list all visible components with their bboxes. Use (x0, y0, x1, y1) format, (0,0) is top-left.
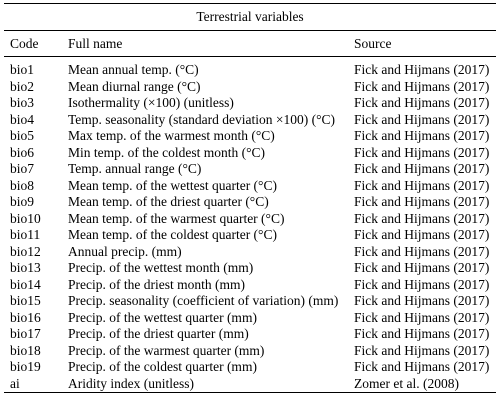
cell-code: bio10 (10, 210, 41, 226)
cell-source: Fick and Hijmans (2017) (354, 161, 490, 176)
cell-full-name: Isothermality (×100) (unitless) (68, 95, 234, 110)
cell-code: bio4 (10, 111, 35, 127)
cell-source: Fick and Hijmans (2017) (354, 359, 490, 374)
cell-code: bio15 (10, 293, 41, 308)
table-row (0, 144, 500, 161)
cell-full-name: Aridity index (unitless) (68, 375, 194, 391)
cell-source: Zomer et al. (2008) (354, 375, 459, 391)
cell-source: Fick and Hijmans (2017) (354, 111, 490, 127)
cell-source: Fick and Hijmans (2017) (354, 194, 490, 209)
table-row (0, 193, 500, 210)
cell-code: bio7 (10, 161, 35, 176)
cell-source: Fick and Hijmans (2017) (354, 144, 490, 160)
cell-code: bio1 (10, 62, 35, 77)
table-row (0, 226, 500, 243)
cell-full-name: Mean diurnal range (°C) (68, 78, 201, 94)
table-title: Terrestrial variables (196, 9, 304, 24)
header-source: Source (354, 36, 392, 51)
table-row (0, 276, 500, 293)
cell-full-name: Mean temp. of the coldest quarter (°C) (68, 227, 277, 242)
cell-source: Fick and Hijmans (2017) (354, 326, 490, 341)
cell-source: Fick and Hijmans (2017) (354, 78, 490, 94)
cell-code: bio14 (10, 276, 41, 292)
cell-full-name: Precip. of the coldest quarter (mm) (68, 359, 257, 374)
cell-source: Fick and Hijmans (2017) (354, 309, 490, 325)
table-row (0, 78, 500, 95)
cell-code: ai (10, 375, 20, 391)
cell-full-name: Min temp. of the coldest month (°C) (68, 144, 265, 160)
cell-source: Fick and Hijmans (2017) (354, 260, 490, 275)
cell-code: bio18 (10, 342, 41, 358)
table-row (0, 127, 500, 144)
table-row (0, 325, 500, 342)
cell-full-name: Precip. of the warmest quarter (mm) (68, 342, 265, 358)
table-row (0, 292, 500, 309)
cell-source: Fick and Hijmans (2017) (354, 62, 490, 77)
cell-code: bio16 (10, 309, 41, 325)
cell-source: Fick and Hijmans (2017) (354, 276, 490, 292)
cell-full-name: Mean temp. of the warmest quarter (°C) (68, 210, 285, 226)
cell-full-name: Temp. seasonality (standard deviation ×100) (°C) (68, 111, 336, 127)
table-row (0, 342, 500, 359)
cell-full-name: Mean temp. of the wettest quarter (°C) (68, 177, 277, 193)
cell-code: bio2 (10, 78, 35, 94)
cell-code: bio3 (10, 95, 35, 110)
bottom-rule (4, 392, 496, 393)
header-full-name: Full name (68, 36, 123, 51)
cell-full-name: Mean annual temp. (°C) (68, 62, 199, 77)
cell-code: bio12 (10, 243, 41, 259)
cell-full-name: Temp. annual range (°C) (68, 161, 202, 176)
cell-code: bio6 (10, 144, 35, 160)
cell-code: bio13 (10, 260, 41, 275)
table-row (0, 111, 500, 128)
cell-code: bio5 (10, 128, 35, 143)
cell-source: Fick and Hijmans (2017) (354, 95, 490, 110)
cell-full-name: Mean temp. of the driest quarter (°C) (68, 194, 269, 209)
table-row (0, 210, 500, 227)
table-row (0, 243, 500, 260)
table-row (0, 358, 500, 375)
table-row (0, 94, 500, 111)
cell-code: bio11 (10, 227, 41, 242)
cell-full-name: Max temp. of the warmest month (°C) (68, 128, 275, 143)
table-row (0, 177, 500, 194)
cell-source: Fick and Hijmans (2017) (354, 293, 490, 308)
cell-full-name: Annual precip. (mm) (68, 243, 182, 259)
header-code: Code (10, 36, 39, 51)
table-row (0, 309, 500, 326)
cell-code: bio9 (10, 194, 35, 209)
cell-full-name: Precip. of the driest month (mm) (68, 276, 245, 292)
cell-source: Fick and Hijmans (2017) (354, 342, 490, 358)
cell-full-name: Precip. of the wettest quarter (mm) (68, 309, 257, 325)
cell-full-name: Precip. of the wettest month (mm) (68, 260, 254, 275)
cell-source: Fick and Hijmans (2017) (354, 243, 490, 259)
table-row (0, 259, 500, 276)
cell-code: bio8 (10, 177, 35, 193)
cell-code: bio19 (10, 359, 41, 374)
table-row (0, 61, 500, 78)
cell-code: bio17 (10, 326, 41, 341)
cell-source: Fick and Hijmans (2017) (354, 227, 490, 242)
table-row (0, 375, 500, 392)
cell-full-name: Precip. of the driest quarter (mm) (68, 326, 249, 341)
cell-source: Fick and Hijmans (2017) (354, 128, 490, 143)
cell-full-name: Precip. seasonality (coefficient of variation) (mm) (68, 293, 339, 308)
cell-source: Fick and Hijmans (2017) (354, 177, 490, 193)
cell-source: Fick and Hijmans (2017) (354, 210, 490, 226)
table-row (0, 160, 500, 177)
